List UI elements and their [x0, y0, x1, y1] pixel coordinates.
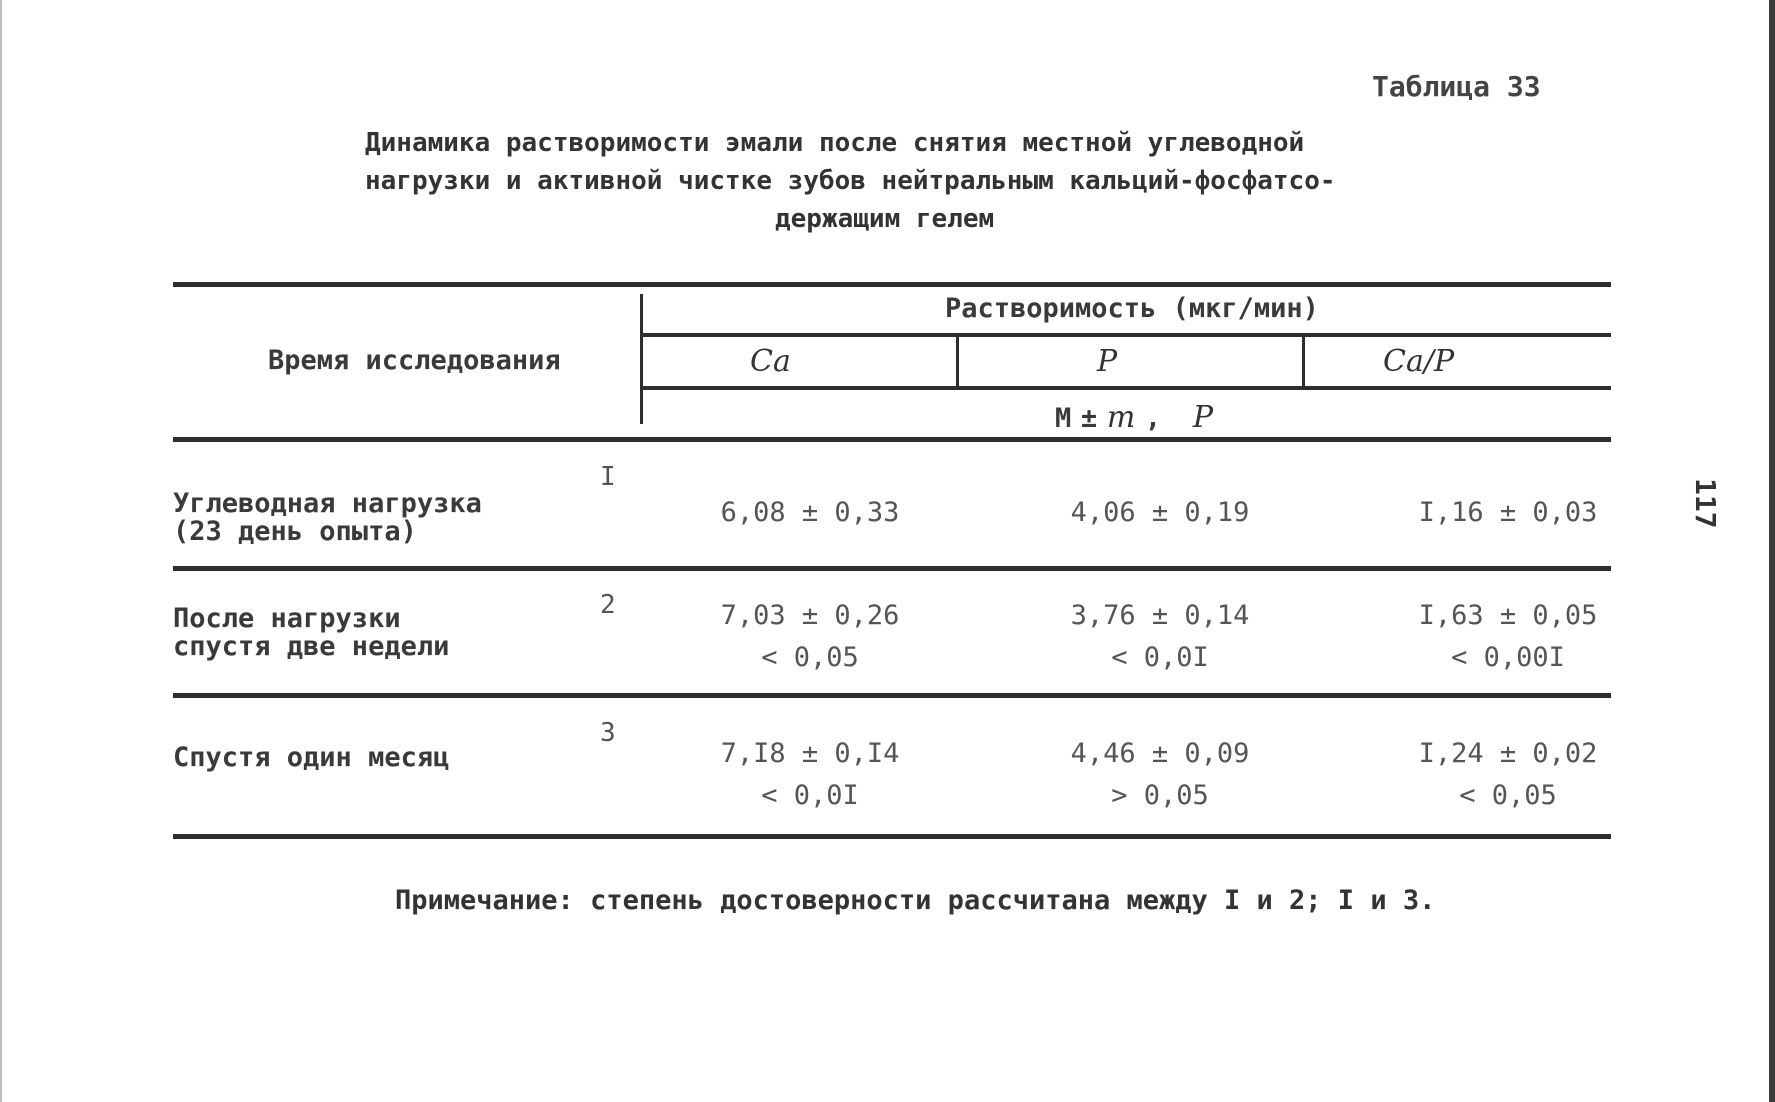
row-label-line-2: (23 день опыта) — [173, 516, 417, 547]
row-number: I — [600, 462, 616, 492]
header-stats-m: M — [1055, 403, 1072, 434]
row-label-line-1: Углеводная нагрузка — [173, 488, 482, 519]
header-stats-separator: , — [1144, 403, 1162, 434]
cell-ca-value: 7,03 ± 0,26 — [720, 600, 900, 631]
header-sub-cap: Ca/P — [1383, 344, 1455, 379]
table-note: Примечание: степень достоверности рассчитана между I и 2; I и 3. — [395, 885, 1436, 916]
header-solubility: Растворимость (мкг/мин) — [945, 293, 1319, 324]
cell-ca-value: 7,I8 ± 0,I4 — [720, 738, 900, 769]
table-title-line-1: Динамика растворимости эмали после снятия местной углеводной — [365, 128, 1305, 158]
page-number: 117 — [1689, 478, 1722, 529]
cell-ca-value: 6,08 ± 0,33 — [720, 497, 900, 528]
header-rule-2 — [640, 386, 1611, 390]
header-divider-ca-p — [956, 337, 959, 386]
header-stats-m-small: m — [1106, 400, 1136, 435]
table-title-line-3: держащим гелем — [775, 204, 995, 234]
header-sub-p: P — [1097, 344, 1118, 379]
header-stats-p: P — [1192, 400, 1213, 435]
row-label-line-1: После нагрузки — [173, 603, 401, 634]
cell-cap-p: < 0,05 — [1459, 780, 1557, 811]
table-bottom-rule — [173, 834, 1611, 839]
cell-ca-p: < 0,0I — [761, 780, 859, 811]
page-edge-left — [0, 0, 2, 1102]
header-divider-main — [640, 294, 643, 424]
table-label: Таблица 33 — [1372, 70, 1541, 103]
cell-p-value: 3,76 ± 0,14 — [1070, 600, 1250, 631]
header-bottom-rule — [173, 437, 1611, 442]
header-sub-ca: Ca — [750, 344, 791, 379]
cell-cap-value: I,16 ± 0,03 — [1418, 497, 1598, 528]
cell-cap-value: I,63 ± 0,05 — [1418, 600, 1598, 631]
header-stats — [1055, 400, 1213, 435]
cell-p-p: > 0,05 — [1111, 780, 1209, 811]
row-number: 3 — [600, 718, 616, 748]
header-rule-1 — [640, 333, 1611, 337]
cell-cap-value: I,24 ± 0,02 — [1418, 738, 1598, 769]
cell-cap-p: < 0,00I — [1451, 642, 1565, 673]
cell-p-p: < 0,0I — [1111, 642, 1209, 673]
row-number: 2 — [600, 590, 616, 620]
cell-ca-p: < 0,05 — [761, 642, 859, 673]
cell-p-value: 4,06 ± 0,19 — [1070, 497, 1250, 528]
row-rule-1 — [173, 566, 1611, 571]
row-label-line-1: Спустя один месяц — [173, 742, 450, 773]
row-rule-2 — [173, 693, 1611, 698]
row-label-line-2: спустя две недели — [173, 631, 450, 662]
header-stats-plusminus: ± — [1080, 403, 1098, 434]
header-divider-p-cap — [1302, 337, 1305, 386]
page-edge-right — [1769, 0, 1775, 1102]
cell-p-value: 4,46 ± 0,09 — [1070, 738, 1250, 769]
table-title-line-2: нагрузки и активной чистке зубов нейтральным кальций-фосфатсо- — [365, 166, 1336, 196]
header-time-column: Время исследования — [268, 345, 561, 376]
table-top-rule — [173, 282, 1611, 287]
